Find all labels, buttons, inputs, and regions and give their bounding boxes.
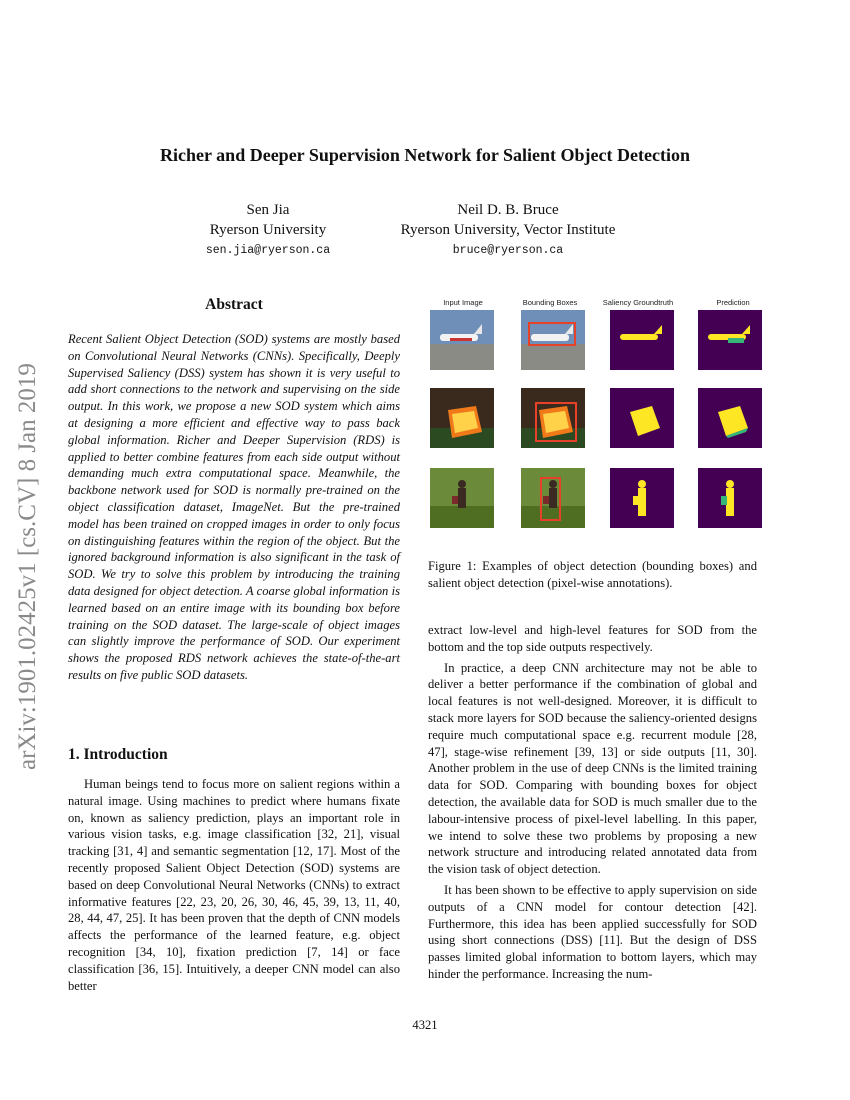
author-name: Sen Jia [246,202,290,218]
figure-column-header: Bounding Boxes [522,298,578,307]
bounding-box-image-airplane [521,310,585,370]
introduction-heading: 1. Introduction [68,746,168,763]
paragraph: Human beings tend to focus more on salient regions within a natural image. Using machines to predict where humans fixate on, known as saliency prediction, plays an important role in various vision tasks, e.g. image classification [32, 21], visual tracking [31, 4] and semantic segmentation [12, 17]. Most of the recently proposed Salient Object Detection (SOD) systems are based on deep Convolutional Neural Networks (CNNs) to extract informative features [22, 23, 20, 26, 30, 46, 45, 39, 13, 11, 40, 28, 44, 47, 25]. It has been proven that the depth of CNN models affects the performance of the learned feature, e.g. object recognition [34, 10], fixation prediction [7, 14] or face classification [36, 15]. Intuitively, a deeper CNN model can also better [68,777,400,993]
page-number: 4321 [412,1018,438,1032]
prediction-object [698,388,762,448]
prediction-person [698,468,762,528]
paragraph: extract low-level and high-level features for SOD from the bottom and the top side outputs respectively. [428,623,757,654]
input-image-object [430,388,494,448]
abstract-text: Recent Salient Object Detection (SOD) systems are mostly based on Convolutional Neural Networks (CNNs). Specifically, Deeply Supervised Saliency (DSS) system has shown it is very useful to add short connections to the network and supervising on the side output. In this work, we propose a new SOD system which aims at designing a more efficient and effective way to pass back global information. Richer and Deeper Supervision (RDS) is applied to better combine features from each side output without demanding much extra computational space. Meanwhile, the backbone network used for SOD is normally pre-trained on the object classification dataset, ImageNet. But the pre-trained model has been trained on cropped images in order to only focus on distinguishing features within the region of the object. But the ignored background information is also significant in the task of SOD. We try to solve this problem by introducing the training data designed for object detection. A coarse global information is learned based on an entire image with its bounding box before training on the SOD dataset. The large-scale of object images can slightly improve the performance of SOD. Our experiment shows the proposed RDS network achieves the state-of-the-art results on five public SOD datasets. [68,332,400,682]
bounding-box-image-person [521,468,585,528]
figure-caption: Figure 1: Examples of object detection (bounding boxes) and salient object detection (pixel-wise annotations). [428,559,757,590]
paragraph: In practice, a deep CNN architecture may not be able to deliver a better performance if the combination of global and local features is not well-designed. Moreover, it is difficult to stack more layers for SOD because the saliency-oriented designs require much computational space e.g. recurrent module [28, 47], stage-wise refinement [39, 13] or side outputs [11, 30]. Another problem in the use of deep CNNs is the limited training data for SOD. Comparing with bounding boxes for object detection, the available data for SOD is much smaller due to the labour-intensive process of pixel-level labelling. In this paper, we intend to solve these two problems by proposing a new network structure and introducing related annotated data from the vision task of object detection. [428,660,757,877]
input-image-airplane [430,310,494,370]
paper-title: Richer and Deeper Supervision Network for Salient Object Detection [160,145,690,165]
introduction-column-left [68,776,400,994]
author-affiliation: Ryerson University, Vector Institute [400,222,616,238]
paragraph: It has been shown to be effective to apply supervision on side outputs of a CNN model for contour detection [42]. Furthermore, this idea has been applied successfully for SOD using short connections (DSS) [11]. But the design of DSS passes limited global information to bottom layers, which may hinder the performance. Increasing the num- [428,882,757,981]
input-image-person [430,468,494,528]
figure-column-header: Input Image [443,298,483,307]
author-email: bruce@ryerson.ca [452,244,564,257]
author-affiliation: Ryerson University [209,222,327,238]
figure-1 [428,298,768,528]
author-name: Neil D. B. Bruce [457,202,559,218]
figure-column-header: Prediction [716,298,750,307]
saliency-groundtruth-airplane [610,310,674,370]
prediction-airplane [698,310,762,370]
author-block-2 [378,200,638,262]
abstract-heading: Abstract [205,296,263,313]
introduction-column-right [428,622,757,983]
author-email: sen.jia@ryerson.ca [205,244,331,257]
arxiv-stamp: arXiv:1901.02425v1 [cs.CV] 8 Jan 2019 [14,363,41,770]
author-block-1 [168,200,368,262]
bounding-box-image-object [521,388,585,448]
saliency-groundtruth-object [610,388,674,448]
saliency-groundtruth-person [610,468,674,528]
figure-column-header: Saliency Groundtruth [602,298,674,307]
